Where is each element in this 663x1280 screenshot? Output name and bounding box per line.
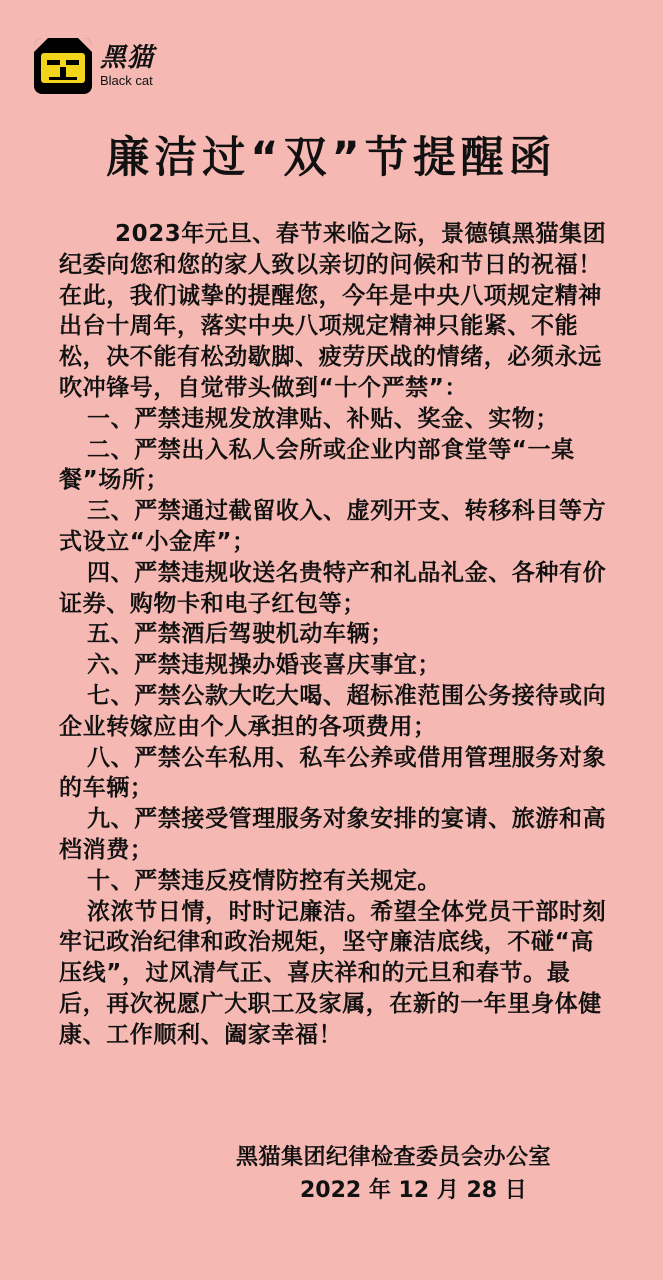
brand-logo: [34, 38, 154, 94]
signature-date: 2022 年 12 月 28 日: [300, 1178, 527, 1203]
letter-body: [59, 219, 626, 1051]
closing-paragraph: 浓浓节日情，时时记廉洁。希望全体党员干部时刻牢记政治纪律和政治规矩，坚守廉洁底线，不碰“高压线”，过风清气正、喜庆祥和的元旦和春节。最后，再次祝愿广大职工及家属，在新的一年里身体健康、工作顺利、阖家幸福！: [59, 898, 607, 1048]
rule-item-8: 八、严禁公车私用、私车公养或借用管理服务对象的车辆；: [59, 744, 607, 802]
rule-item-2: 二、严禁出入私人会所或企业内部食堂等“一桌餐”场所；: [59, 436, 575, 494]
intro-paragraph: 2023年元旦、春节来临之际，景德镇黑猫集团纪委向您和您的家人致以亲切的问候和节日的祝福！ 在此，我们诚挚的提醒您，今年是中央八项规定精神出台十周年，落实中央八项规定精神只能紧、不能松，决不能有松劲歇脚、疲劳厌战的情绪，必须永远吹冲锋号，自觉带头做到“十个严禁”：: [59, 221, 626, 401]
rule-item-9: 九、严禁接受管理服务对象安排的宴请、旅游和高档消费；: [59, 806, 607, 863]
rule-item-1: 一、严禁违规发放津贴、补贴、奖金、实物；: [87, 405, 559, 432]
logo-english-name: Black cat: [100, 73, 153, 88]
rule-item-3: 三、严禁通过截留收入、虚列开支、转移科目等方式设立“小金库”；: [59, 498, 607, 555]
rule-item-6: 六、严禁违规操办婚丧喜庆事宜；: [87, 652, 441, 679]
rule-item-4: 四、严禁违规收送名贵特产和礼品礼金、各种有价证券、购物卡和电子红包等；: [59, 559, 607, 617]
black-cat-logo-icon: [34, 38, 92, 94]
signature-block: [236, 1141, 596, 1207]
logo-chinese-name: 黑猫: [100, 43, 155, 73]
letter-title: 廉洁过“双”节提醒函: [106, 133, 557, 183]
signature-organization: 黑猫集团纪律检查委员会办公室: [236, 1145, 552, 1170]
rule-item-10: 十、严禁违反疫情防控有关规定。: [87, 867, 441, 894]
rule-item-7: 七、严禁公款大吃大喝、超标准范围公务接待或向企业转嫁应由个人承担的各项费用；: [59, 682, 607, 740]
rule-item-5: 五、严禁酒后驾驶机动车辆；: [87, 621, 394, 648]
